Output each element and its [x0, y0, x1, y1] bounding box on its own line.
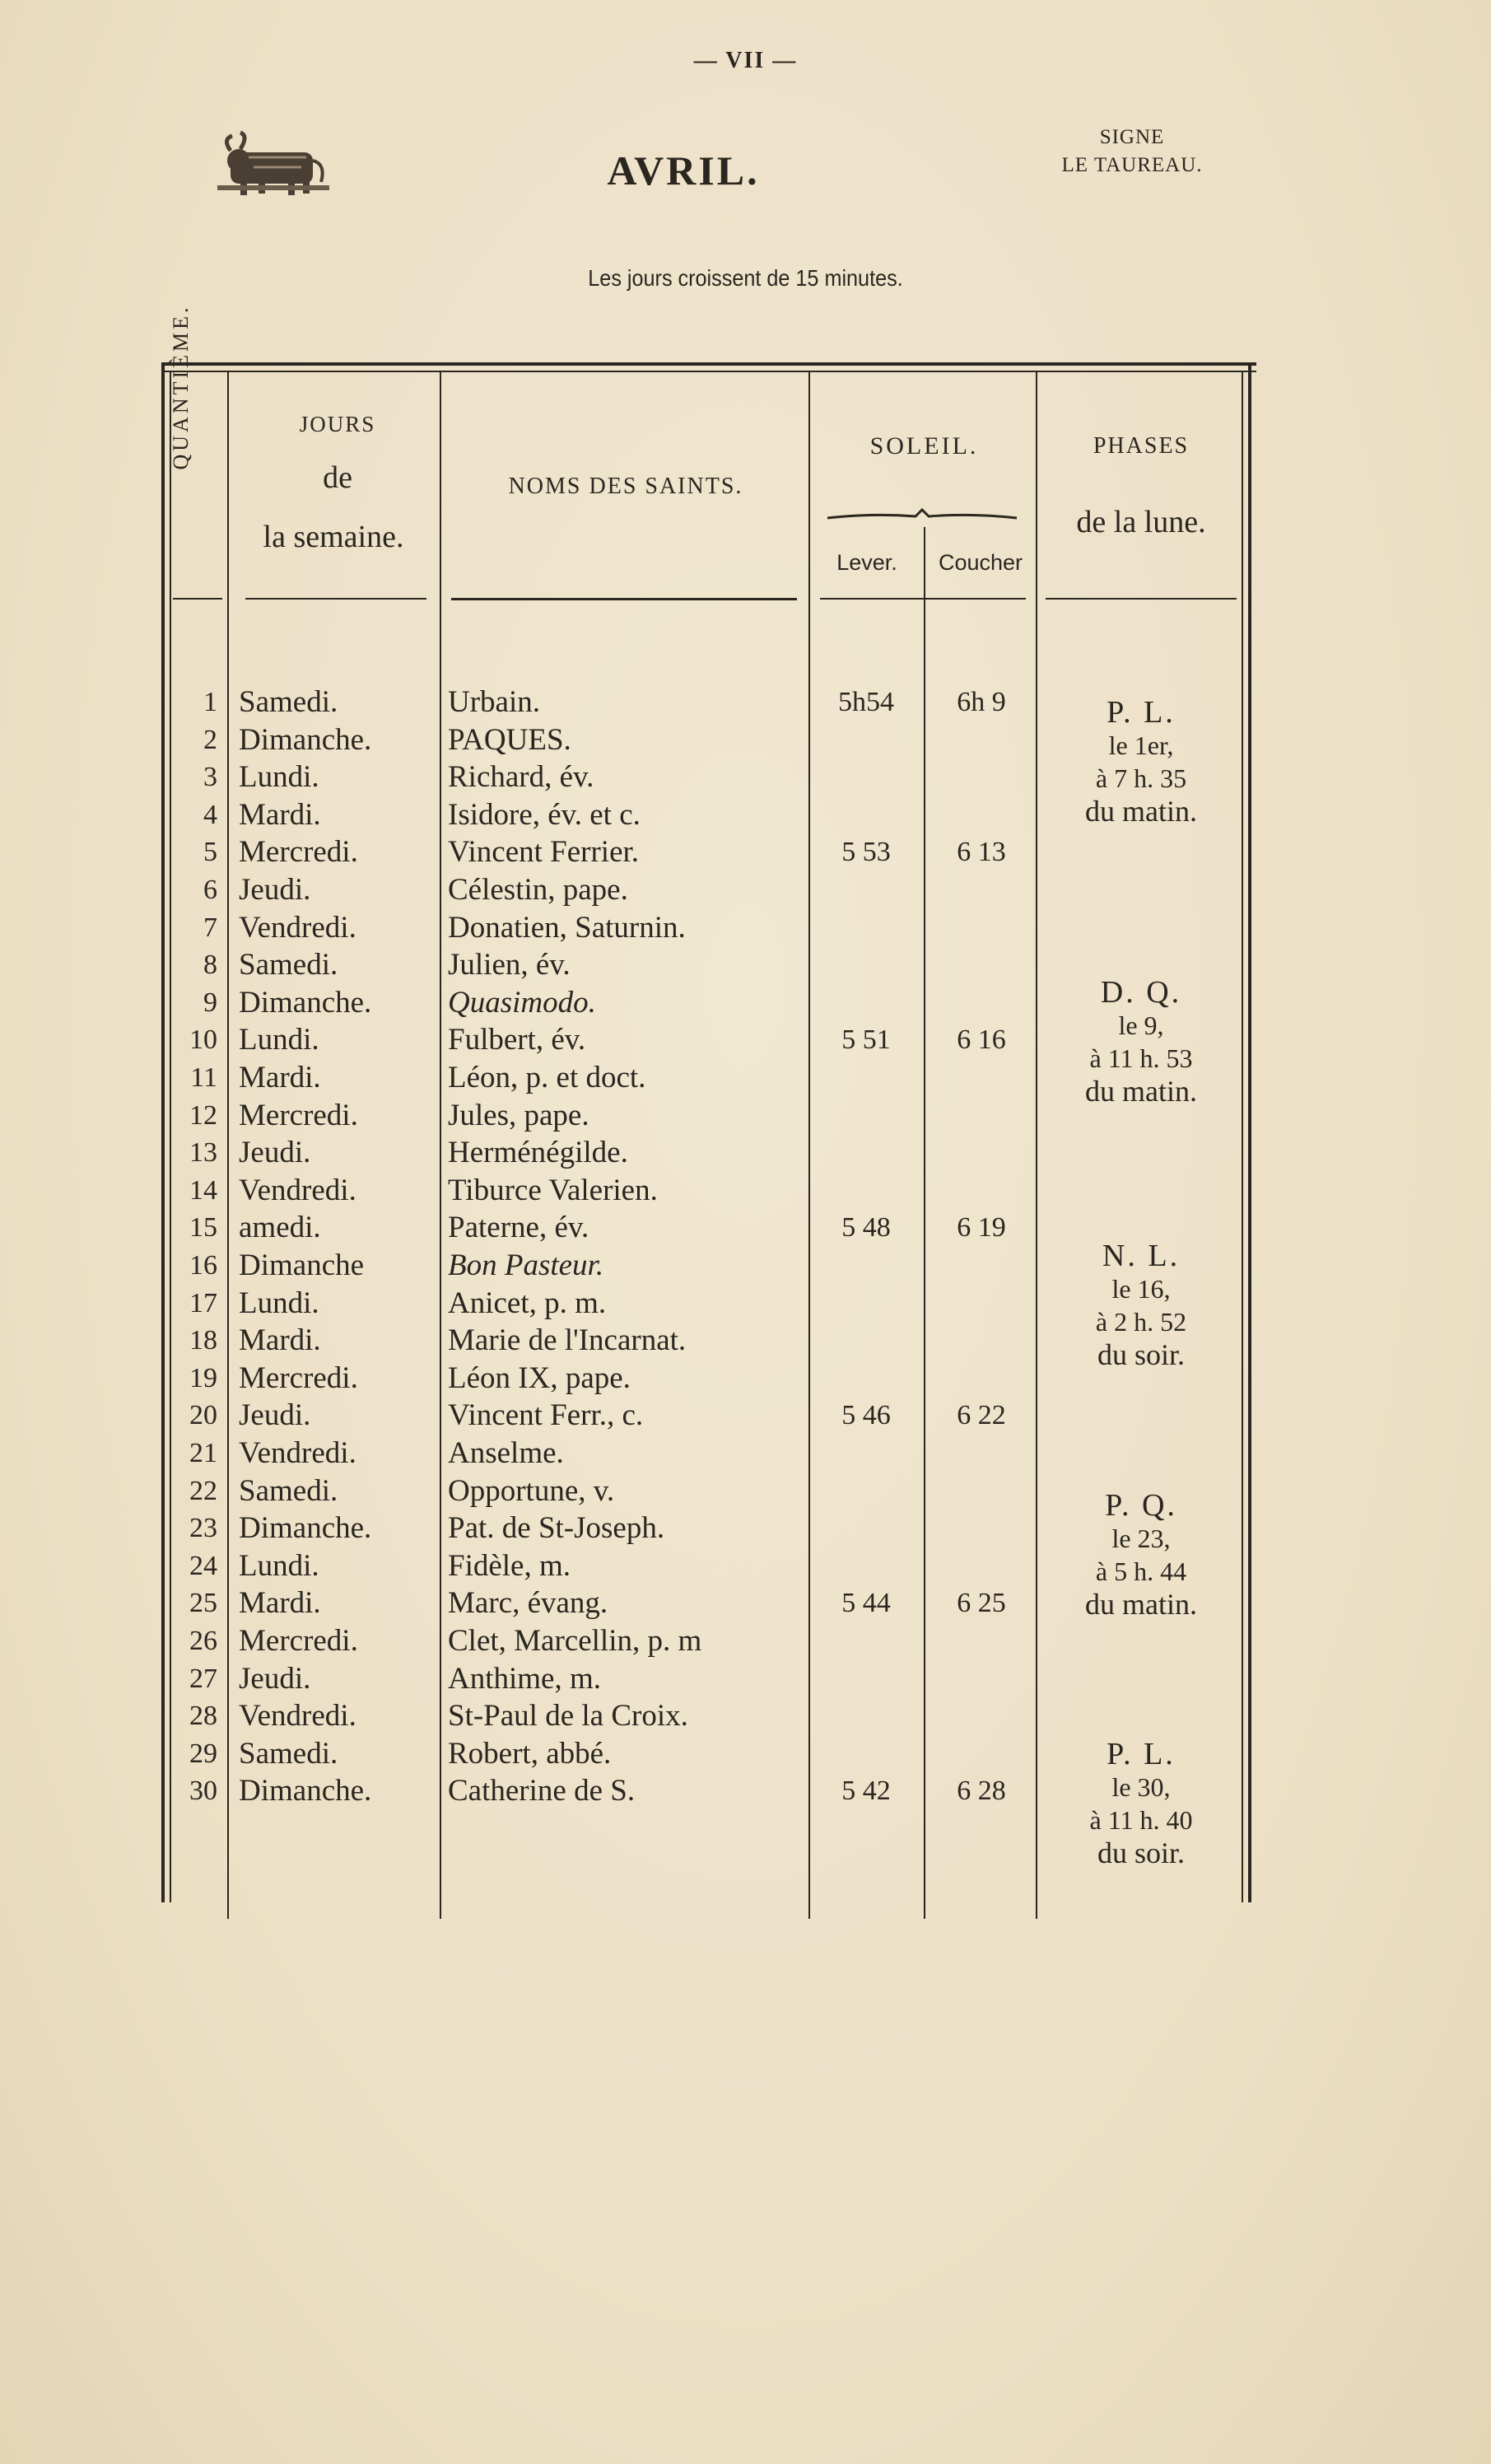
table-row: [0, 1134, 1491, 1172]
day-number: 7: [203, 912, 217, 943]
phase-period: du soir.: [1097, 1836, 1185, 1869]
saint-name: Isidore, év. et c.: [448, 797, 641, 832]
sunset-time: 6 16: [957, 1024, 1006, 1056]
table-row: [0, 796, 1491, 834]
phase-time: à 2 h. 52: [1095, 1307, 1187, 1337]
header-phases-1: PHASES: [1093, 433, 1190, 459]
moon-phase-block: [1039, 1239, 1243, 1371]
subtitle: Les jours croissent de 15 minutes.: [588, 265, 903, 291]
day-number: 16: [189, 1250, 217, 1281]
table-row: [0, 833, 1491, 871]
day-name: Mardi.: [239, 1323, 321, 1358]
day-name: Samedi.: [239, 1473, 338, 1508]
day-number: 11: [190, 1062, 217, 1093]
saint-name: Fidèle, m.: [448, 1548, 571, 1583]
header-jours-2: de: [323, 460, 352, 495]
day-name: Samedi.: [239, 948, 338, 982]
sunrise-time: 5 53: [841, 837, 891, 868]
saint-name: Quasimodo.: [448, 985, 596, 1020]
saint-name: Opportune, v.: [448, 1473, 615, 1508]
saint-name: Herménégilde.: [448, 1136, 628, 1170]
saint-name: Anthime, m.: [448, 1661, 602, 1696]
table-row: [0, 1435, 1491, 1472]
sunset-time: 6 19: [957, 1212, 1006, 1244]
day-name: Mardi.: [239, 1586, 321, 1621]
saint-name: Julien, év.: [448, 948, 571, 982]
header-underline-4: [820, 598, 1026, 600]
day-number: 28: [189, 1701, 217, 1732]
day-number: 26: [189, 1626, 217, 1656]
table-row: [0, 1209, 1491, 1247]
header-underline-1: [173, 598, 222, 600]
day-number: 12: [189, 1099, 217, 1131]
day-number: 29: [189, 1738, 217, 1769]
header-phases-2: de la lune.: [1076, 505, 1206, 539]
day-name: Mercredi.: [239, 1624, 358, 1658]
saint-name: Tiburce Valerien.: [448, 1173, 658, 1207]
day-name: amedi.: [239, 1211, 321, 1245]
phase-period: du soir.: [1097, 1338, 1185, 1371]
moon-phase-block: [1039, 1489, 1243, 1621]
day-number: 22: [189, 1475, 217, 1506]
table-row: [0, 1247, 1491, 1285]
table-row: [0, 758, 1491, 796]
table-row: [0, 1622, 1491, 1660]
table-row: [0, 1021, 1491, 1059]
day-name: Dimanche.: [239, 1511, 372, 1546]
phase-date: le 9,: [1118, 1010, 1164, 1040]
table-top-border-inner: [161, 371, 1256, 372]
day-name: Dimanche.: [239, 722, 372, 757]
day-name: Dimanche.: [239, 985, 372, 1020]
moon-phase-block: [1039, 696, 1243, 828]
phase-period: du matin.: [1085, 1588, 1197, 1621]
header-soleil: SOLEIL.: [869, 432, 979, 460]
header-quantieme: QUANTIÈME.: [169, 304, 193, 470]
month-title: AVRIL.: [607, 147, 760, 194]
sunrise-time: 5 44: [841, 1588, 891, 1619]
day-name: Jeudi.: [239, 1136, 311, 1170]
day-number: 19: [189, 1362, 217, 1393]
day-name: Lundi.: [239, 1548, 319, 1583]
day-name: Mardi.: [239, 797, 321, 832]
day-number: 4: [203, 799, 217, 830]
header-jours-1: JOURS: [299, 412, 376, 436]
day-number: 14: [189, 1174, 217, 1206]
day-name: Lundi.: [239, 1023, 319, 1057]
day-name: Jeudi.: [239, 873, 311, 907]
sign-label: SIGNE: [1099, 126, 1165, 148]
header-underline-2: [245, 598, 426, 600]
table-row: [0, 1584, 1491, 1622]
table-row: [0, 1472, 1491, 1510]
table-row: [0, 1772, 1491, 1810]
day-number: 13: [189, 1137, 217, 1169]
saint-name: Marie de l'Incarnat.: [448, 1323, 687, 1358]
header-jours-3: la semaine.: [263, 520, 404, 554]
day-number: 27: [189, 1663, 217, 1694]
day-number: 8: [203, 950, 217, 981]
day-number: 15: [189, 1212, 217, 1244]
phase-time: à 7 h. 35: [1095, 763, 1187, 793]
phase-period: du matin.: [1085, 1075, 1197, 1108]
phase-date: le 30,: [1111, 1772, 1171, 1802]
day-number: 21: [189, 1438, 217, 1468]
table-row: [0, 1360, 1491, 1398]
day-name: Vendredi.: [239, 1699, 356, 1734]
day-number: 23: [189, 1513, 217, 1544]
phase-name: P. L.: [1107, 1737, 1176, 1771]
phase-name: P. Q.: [1105, 1488, 1177, 1523]
sunrise-time: 5 46: [841, 1400, 891, 1431]
day-number: 10: [189, 1024, 217, 1056]
sunset-time: 6 22: [957, 1400, 1006, 1431]
saint-name: Fulbert, év.: [448, 1023, 586, 1057]
saint-name: PAQUES.: [448, 722, 571, 757]
saint-name: Richard, év.: [448, 760, 594, 795]
header-underline-5: [1046, 598, 1237, 600]
day-name: Mercredi.: [239, 1098, 358, 1132]
table-row: [0, 684, 1491, 721]
day-number: 24: [189, 1550, 217, 1581]
header-lever: Lever.: [836, 550, 897, 575]
day-name: Lundi.: [239, 1286, 319, 1320]
day-name: Dimanche.: [239, 1774, 372, 1808]
day-name: Vendredi.: [239, 910, 356, 945]
saint-name: Donatien, Saturnin.: [448, 910, 686, 945]
saint-name: Paterne, év.: [448, 1211, 589, 1245]
day-name: Mercredi.: [239, 835, 358, 870]
table-row: [0, 871, 1491, 909]
saint-name: Anselme.: [448, 1436, 564, 1470]
phase-time: à 5 h. 44: [1095, 1556, 1187, 1586]
day-number: 18: [189, 1325, 217, 1356]
day-number: 5: [203, 837, 217, 868]
table-row: [0, 1172, 1491, 1210]
moon-phase-block: [1039, 976, 1243, 1108]
saint-name: Pat. de St-Joseph.: [448, 1511, 665, 1546]
day-number: 17: [189, 1287, 217, 1318]
day-number: 30: [189, 1776, 217, 1807]
header-saints: NOMS DES SAINTS.: [508, 474, 743, 499]
phase-date: le 1er,: [1108, 730, 1174, 760]
saint-name: Clet, Marcellin, p. m: [448, 1624, 702, 1658]
header-underline-3: [451, 598, 797, 600]
day-number: 1: [203, 687, 217, 717]
soleil-brace: [823, 506, 1021, 525]
day-number: 25: [189, 1588, 217, 1619]
phase-date: le 16,: [1111, 1274, 1171, 1304]
day-name: Mardi.: [239, 1061, 321, 1094]
day-number: 6: [203, 875, 217, 905]
table-row: [0, 984, 1491, 1022]
saint-name: Catherine de S.: [448, 1774, 636, 1808]
sunrise-time: 5 51: [841, 1024, 891, 1056]
saint-name: Anicet, p. m.: [448, 1286, 607, 1320]
phase-name: N. L.: [1102, 1239, 1181, 1273]
header-coucher: Coucher: [938, 550, 1023, 575]
sunset-time: 6 28: [957, 1776, 1006, 1807]
day-number: 9: [203, 987, 217, 1018]
day-name: Jeudi.: [239, 1661, 311, 1696]
saint-name: Marc, évang.: [448, 1586, 608, 1621]
sunset-time: 6 25: [957, 1588, 1006, 1619]
day-name: Vendredi.: [239, 1173, 356, 1207]
saint-name: Vincent Ferrier.: [448, 835, 640, 870]
day-name: Lundi.: [239, 760, 319, 795]
table-row: [0, 1510, 1491, 1547]
table-row: [0, 1397, 1491, 1435]
page-number: — VII —: [693, 48, 798, 73]
day-number: 2: [203, 724, 217, 755]
table-row: [0, 909, 1491, 947]
saint-name: Léon, p. et doct.: [448, 1061, 646, 1094]
day-number: 20: [189, 1400, 217, 1431]
day-name: Vendredi.: [239, 1436, 356, 1470]
phase-name: P. L.: [1107, 695, 1176, 730]
saint-name: Jules, pape.: [448, 1098, 589, 1132]
moon-phase-block: [1039, 1738, 1243, 1869]
day-name: Samedi.: [239, 685, 338, 719]
day-name: Samedi.: [239, 1736, 338, 1771]
saint-name: Urbain.: [448, 685, 540, 719]
table-row: [0, 1059, 1491, 1097]
day-name: Jeudi.: [239, 1398, 311, 1433]
sunrise-time: 5 48: [841, 1212, 891, 1244]
saint-name: Léon IX, pape.: [448, 1360, 631, 1395]
saint-name: St-Paul de la Croix.: [448, 1699, 688, 1734]
table-row: [0, 1547, 1491, 1585]
sunrise-time: 5 42: [841, 1776, 891, 1807]
table-row: [0, 1322, 1491, 1360]
table-row: [0, 1285, 1491, 1323]
table-row: [0, 1697, 1491, 1735]
phase-time: à 11 h. 53: [1089, 1043, 1193, 1073]
day-name: Dimanche: [239, 1248, 365, 1282]
sunrise-time: 5h54: [838, 687, 894, 717]
sunset-time: 6h 9: [957, 687, 1006, 717]
saint-name: Célestin, pape.: [448, 873, 628, 907]
table-top-border: [161, 362, 1256, 366]
phase-time: à 11 h. 40: [1089, 1805, 1193, 1835]
saint-name: Bon Pasteur.: [448, 1248, 604, 1282]
saint-name: Robert, abbé.: [448, 1736, 612, 1771]
day-number: 3: [203, 762, 217, 793]
day-name: Mercredi.: [239, 1360, 358, 1395]
table-row: [0, 1660, 1491, 1698]
sign-name: LE TAUREAU.: [1061, 154, 1203, 176]
saint-name: Vincent Ferr., c.: [448, 1398, 644, 1433]
phase-period: du matin.: [1085, 795, 1197, 828]
phase-name: D. Q.: [1100, 975, 1182, 1010]
table-row: [0, 1735, 1491, 1773]
table-row: [0, 721, 1491, 759]
phase-date: le 23,: [1111, 1524, 1171, 1553]
sunset-time: 6 13: [957, 837, 1006, 868]
table-row: [0, 1097, 1491, 1135]
table-row: [0, 946, 1491, 984]
